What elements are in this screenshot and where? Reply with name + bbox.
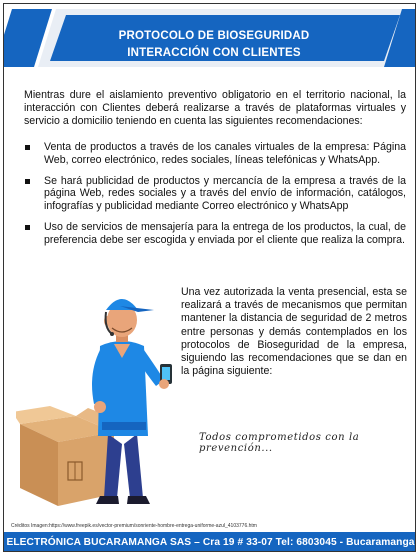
list-item: Uso de servicios de mensajería para la entrega de los productos, la cual, de preferencia debe ser escogida y enviada por el cliente que realiza la compra. [24, 221, 406, 247]
document-page [3, 3, 416, 552]
image-credits: Créditos Imagen:https://www.freepik.es/vector-premium/sonriente-hombre-entrega-uniforme-azul_4103776.htm [11, 523, 257, 529]
header-title-line2: INTERACCIÓN CON CLIENTES [127, 47, 301, 59]
list-item: Se hará publicidad de productos y mercancía de la empresa a través de la página Web, redes sociales y a través del envío de información, catálogos, infografías y publicidad mediante Correo electrónico y WhatsApp [24, 175, 406, 213]
intro-paragraph: Mientras dure el aislamiento preventivo obligatorio en el territorio nacional, la interacción con Clientes deberá realizarse a través de plataformas virtuales y servicio a domicilio teniendo en cuenta las siguientes recomendaciones: [24, 89, 406, 127]
recommendations-list [24, 141, 406, 255]
presential-sales-paragraph: Una vez autorizada la venta presencial, esta se realizará a través de mecanismos que permitan mantener la distancia de seguridad de 2 metros entre personas y demás contemplados en los protocolos de Bioseguridad de la empresa, siguiendo las recomendaciones que se dan en la página siguiente: [181, 286, 407, 378]
footer-bar: ELECTRÓNICA BUCARAMANGA SAS – Cra 19 # 33-07 Tel: 6803045 - Bucaramanga [4, 532, 416, 552]
list-item: Venta de productos a través de los canales virtuales de la empresa: Página Web, correo electrónico, redes sociales, líneas telefónicas y WhatsApp. [24, 141, 406, 167]
delivery-man-illustration [16, 284, 191, 519]
header-title-line1: PROTOCOLO DE BIOSEGURIDAD [118, 30, 310, 42]
slogan: Todos comprometidos con la prevención... [199, 432, 360, 454]
header-banner [4, 9, 416, 67]
